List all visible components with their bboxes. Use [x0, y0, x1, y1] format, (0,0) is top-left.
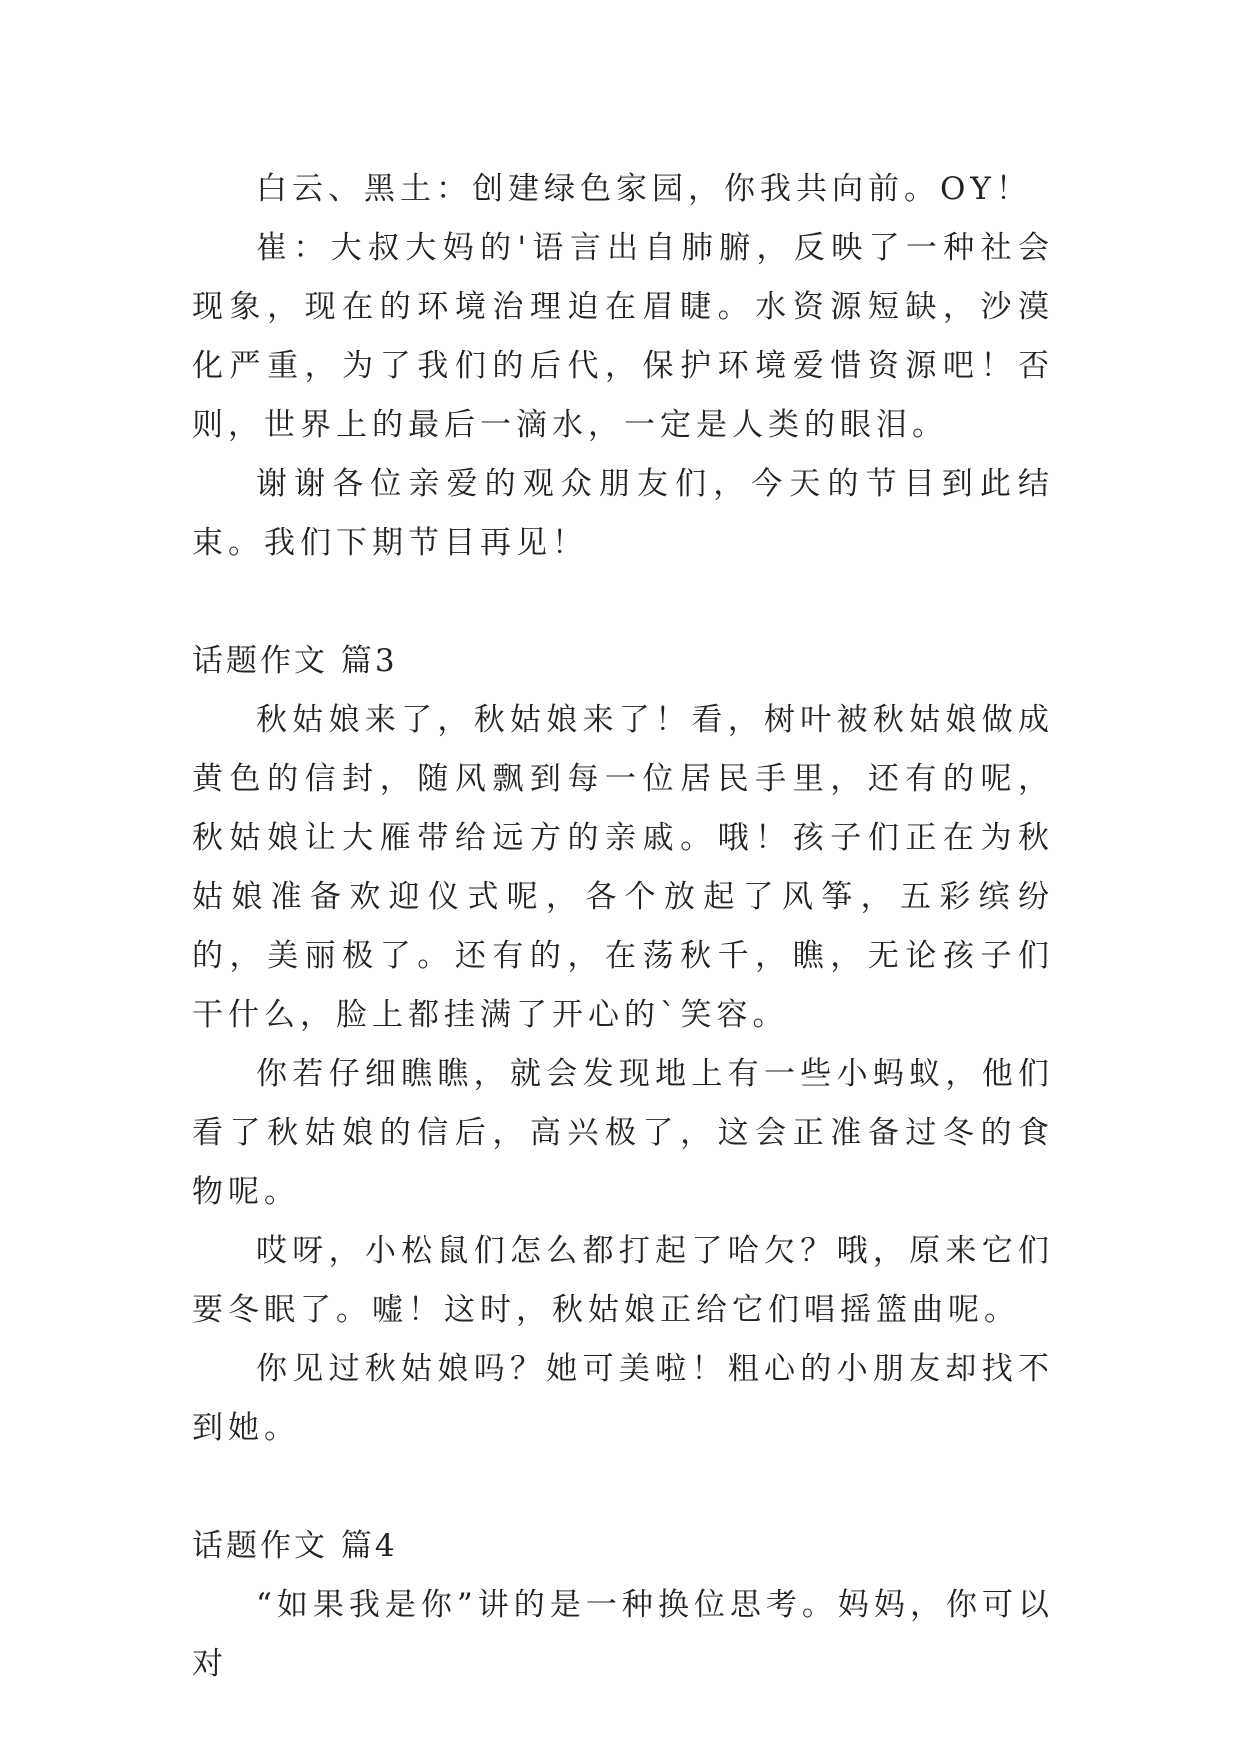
paragraph: 谢谢各位亲爱的观众朋友们，今天的节目到此结束。我们下期节目再见！: [192, 466, 1054, 561]
paragraph: 你若仔细瞧瞧，就会发现地上有一些小蚂蚁，他们看了秋姑娘的信后，高兴极了，这会正准备过冬的食物呢。: [192, 1056, 1054, 1210]
paragraph: 秋姑娘来了，秋姑娘来了！看，树叶被秋姑娘做成黄色的信封，随风飘到每一位居民手里，还有的呢，秋姑娘让大雁带给远方的亲戚。哦！孩子们正在为秋姑娘准备欢迎仪式呢，各个放起了风筝，五彩缤纷的，美丽极了。还有的，在荡秋千，瞧，无论孩子们干什么，脸上都挂满了开心的`笑容。: [192, 702, 1054, 1033]
section-heading: 话题作文 篇3: [192, 643, 398, 679]
paragraph: 崔：大叔大妈的'语言出自肺腑，反映了一种社会现象，现在的环境治理迫在眉睫。水资源短缺，沙漠化严重，为了我们的后代，保护环境爱惜资源吧！否则，世界上的最后一滴水，一定是人类的眼泪。: [192, 230, 1054, 443]
document-page: [192, 160, 1054, 1694]
section-heading: 话题作文 篇4: [192, 1528, 398, 1564]
paragraph: 白云、黑土：创建绿色家园，你我共向前。OY！: [256, 171, 1032, 207]
paragraph: 哎呀，小松鼠们怎么都打起了哈欠？哦，原来它们要冬眠了。嘘！这时，秋姑娘正给它们唱摇篮曲呢。: [192, 1233, 1054, 1328]
paragraph: “如果我是你”讲的是一种换位思考。妈妈，你可以对: [192, 1587, 1054, 1682]
paragraph: 你见过秋姑娘吗？她可美啦！粗心的小朋友却找不到她。: [192, 1351, 1054, 1446]
